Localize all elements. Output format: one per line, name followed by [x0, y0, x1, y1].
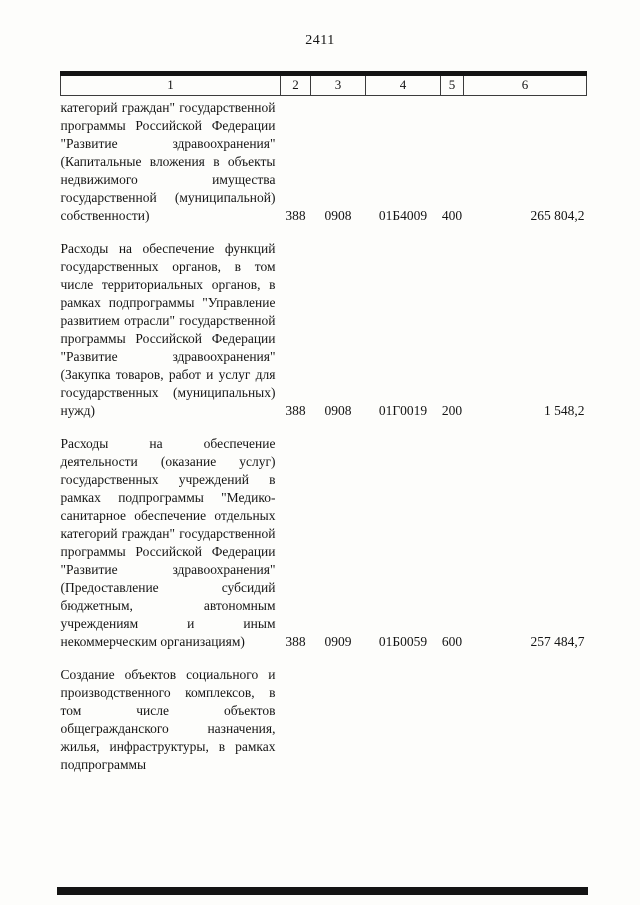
- row-target-code: 01Б0059: [378, 634, 428, 649]
- table-row: [61, 651, 587, 774]
- table-bottom-border: [57, 887, 588, 895]
- row-name: Расходы на обеспечение функций государственных органов, в том числе территориальных органов, в рамках подпрограммы "Управление развитием отрасли" государственной программы Российской Федерации "Развитие здравоохранения" (Закупка товаров, работ и услуг для государственных (муниципальных) нужд): [60, 241, 276, 418]
- column-header-3: 3: [311, 74, 366, 96]
- page-number: 2411: [305, 33, 335, 48]
- row-chapter-code: [281, 651, 311, 774]
- row-target-code: [366, 651, 441, 774]
- row-section-code: [311, 651, 366, 774]
- column-header-6: 6: [464, 74, 587, 96]
- row-amount: 265 804,2: [530, 208, 585, 223]
- row-chapter-code: 388: [285, 403, 306, 418]
- row-amount: [464, 651, 587, 774]
- budget-table: [60, 71, 587, 774]
- row-section-code: 0908: [324, 403, 352, 418]
- row-name: Расходы на обеспечение деятельности (оказание услуг) государственных учреждений в рамках подпрограммы "Медико-санитарное обеспечение отдельных категорий граждан" государственной программы Российской Федерации "Развитие здравоохранения" (Предоставление субсидий бюджетным, автономным учреждениям и иным некоммерческим организациям): [60, 436, 276, 649]
- table-row: [61, 225, 587, 420]
- row-chapter-code: 388: [285, 634, 306, 649]
- column-header-4: 4: [366, 74, 441, 96]
- row-name: категорий граждан" государственной программы Российской Федерации "Развитие здравоохранения" (Капитальные вложения в объекты недвижимого имущества государственной (муниципальной) собственности): [60, 100, 276, 223]
- table-header-row: [61, 74, 587, 96]
- row-amount: 257 484,7: [530, 634, 585, 649]
- column-header-5: 5: [441, 74, 464, 96]
- column-header-2: 2: [281, 74, 311, 96]
- row-type-code: 600: [441, 634, 463, 649]
- table-row: [61, 420, 587, 651]
- row-target-code: 01Б4009: [378, 208, 428, 223]
- row-name: Создание объектов социального и производственного комплексов, в том числе объектов общегражданского назначения, жилья, инфраструктуры, в рамках подпрограммы: [60, 667, 276, 772]
- row-chapter-code: 388: [285, 208, 306, 223]
- row-type-code: 400: [441, 208, 463, 223]
- row-section-code: 0908: [324, 208, 352, 223]
- column-header-1: 1: [61, 74, 281, 96]
- row-type-code: [441, 651, 464, 774]
- row-amount: 1 548,2: [544, 403, 585, 418]
- row-section-code: 0909: [324, 634, 352, 649]
- table-row: [61, 96, 587, 226]
- row-target-code: 01Г0019: [378, 403, 428, 418]
- row-type-code: 200: [441, 403, 463, 418]
